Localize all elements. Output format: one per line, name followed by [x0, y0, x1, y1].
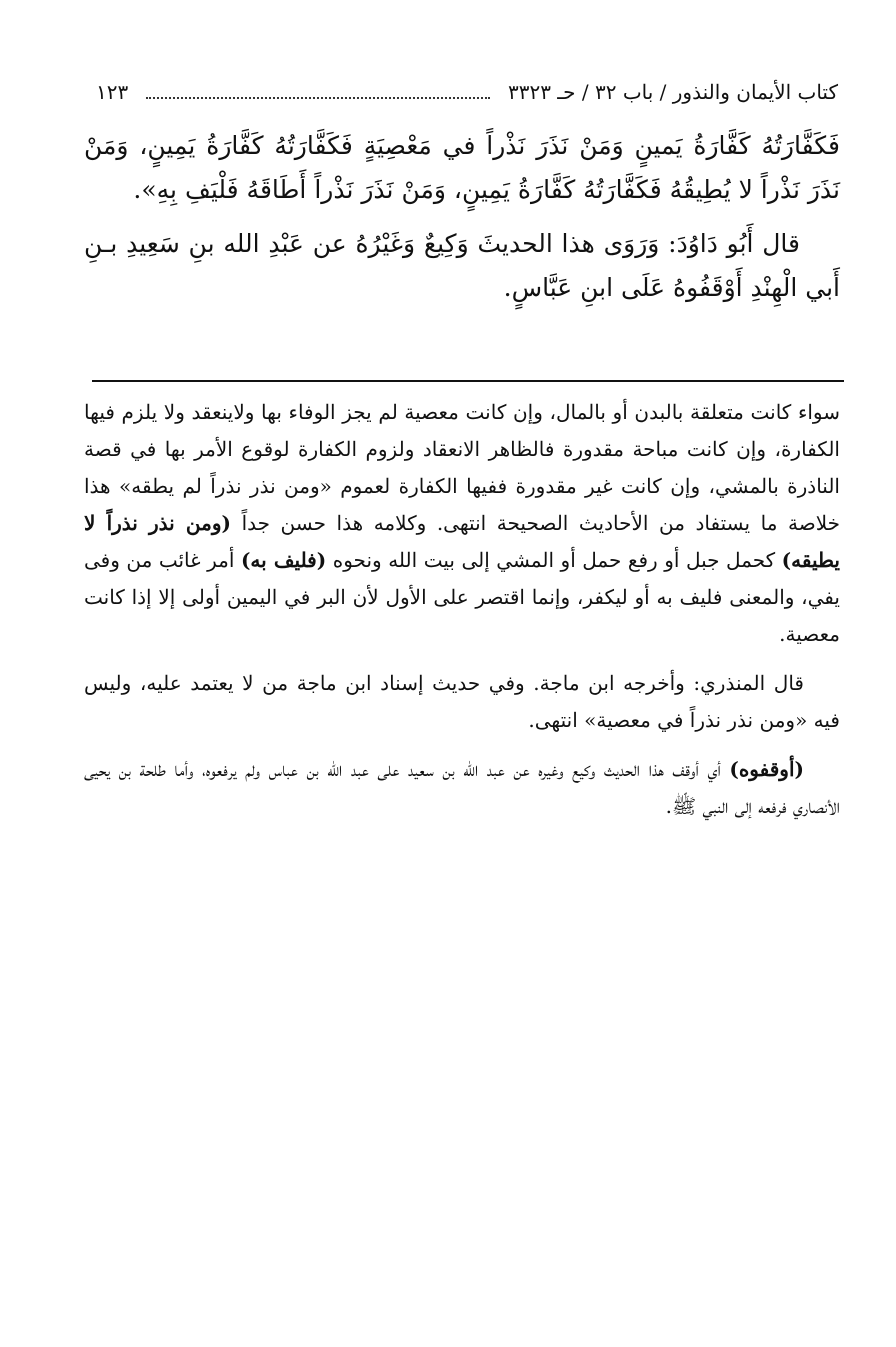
commentary-quoted-phrase: (أوقفوه) — [729, 757, 804, 781]
page-number: ١٢٣ — [96, 80, 129, 104]
dotted-leader — [146, 97, 490, 99]
main-text — [84, 124, 840, 320]
main-paragraph-abu-dawud: قال أَبُو دَاوُدَ: وَرَوَى هذا الحديثَ وَكِيعٌ وَغَيْرُهُ عن عَبْدِ الله بنِ سَعِيدِ بـنِ أَبي الْهِنْدِ أَوْقَفُوهُ عَلَى ابنِ عَبَّاسٍ. — [84, 229, 840, 302]
commentary-quoted-phrase: (ومن نذر نذراً لا يطيقه) — [84, 511, 840, 572]
footnote-divider — [92, 380, 844, 382]
commentary-text-segment: كحمل جبل أو رفع حمل أو المشي إلى بيت الله ونحوه — [332, 548, 776, 572]
commentary-text — [84, 394, 840, 837]
main-paragraph-hadith: فَكَفَّارَتُهُ كَفَّارَةُ يَمينٍ وَمَنْ نَذَرَ نَذْراً في مَعْصِيَةٍ فَكَفَّارَتُهُ كَفَّارَةُ يَمِينٍ، وَمَنْ نَذَرَ نَذْراً لا يُطِيقُهُ فَكَفَّارَتُهُ كَفَّارَةُ يَمِينٍ، وَمَنْ نَذَرَ نَذْراً أَطَاقَهُ فَلْيَفِ بِهِ». — [84, 131, 840, 204]
commentary-paragraph-1 — [84, 394, 840, 653]
commentary-paragraph-2: قال المنذري: وأخرجه ابن ماجة. وفي حديث إسناد ابن ماجة من لا يعتمد عليه، وليس فيه «ومن نذر نذراً في معصية» انتهى. — [84, 671, 840, 732]
commentary-text-segment: أي أوقف هذا الحديث وكيع وغيره عن عبد الله بن سعيد على عبد الله بن عباس ولم يرفعوه، وأما طلحة بن يحيى الأنصاري فرفعه إلى النبي ﷺ. — [84, 757, 840, 818]
commentary-quoted-phrase: (فليف به) — [240, 548, 327, 572]
commentary-text-segment: سواء كانت متعلقة بالبدن أو بالمال، وإن كانت معصية لم يجز الوفاء بها ولاينعقد ولا يلزم فيها الكفارة، وإن كانت مباحة مقدورة فالظاهر الانعقاد ولزوم الكفارة لوقوع الأمر بها في قصة الناذرة بالمشي، وإن كانت غير مقدورة ففيها الكفارة لعموم «ومن نذر نذراً لم يطقه» هذا خلاصة ما يستفاد من الأحاديث الصحيحة انتهى. وكلامه هذا حسن جداً — [84, 400, 841, 535]
running-title: كتاب الأيمان والنذور / باب ٣٢ / حـ ٣٣٢٣ — [507, 80, 838, 104]
commentary-paragraph-3 — [84, 751, 840, 825]
page-header — [96, 72, 838, 112]
commentary-text-segment: أمر غائب من وفى يفي، والمعنى فليف به أو ليكفر، وإنما اقتصر على الأول لأن البر في اليمين أولى إلا إذا كانت معصية. — [84, 548, 840, 646]
